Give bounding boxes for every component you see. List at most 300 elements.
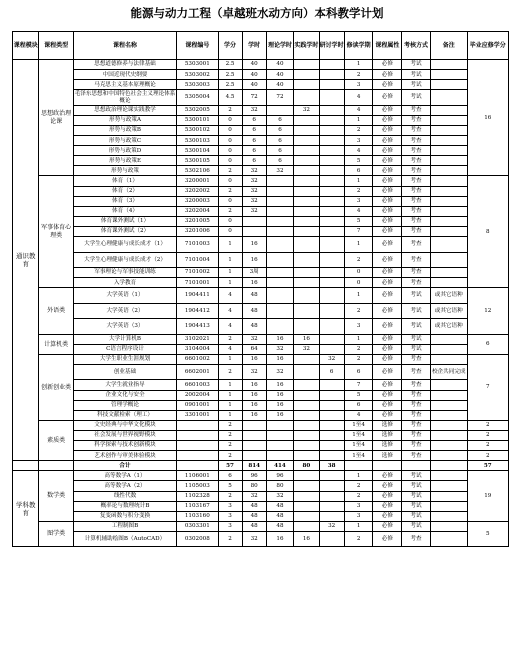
credit-cell: 3 [218,511,242,521]
table-row [13,451,509,461]
theory-hours-cell: 40 [266,80,294,90]
course-name: 概率论与数理统计B [73,501,176,511]
credit-cell: 4 [218,319,242,335]
term-cell: 5 [344,390,373,400]
category-cell: 数学类 [39,471,73,521]
course-name: 大学生就业指导 [73,380,176,390]
practice-hours-cell: 32 [294,105,319,115]
course-code: 3200001 [177,176,218,186]
exam-method-cell: 考查 [402,166,431,176]
hours-cell: 6 [242,156,266,166]
theory-hours-cell: 48 [266,511,294,521]
hours-cell: 48 [242,511,266,521]
table-row [13,334,509,344]
theory-hours-cell: 48 [266,521,294,531]
practice-hours-cell: 16 [294,334,319,344]
seminar-hours-cell [319,511,344,521]
course-name: 形势与政策D [73,146,176,156]
seminar-hours-cell [319,420,344,430]
hours-cell: 16 [242,400,266,410]
table-header-row [13,32,509,60]
course-name: 科学探索与技术创新模块 [73,441,176,451]
term-cell: 3 [344,511,373,521]
term-cell: 6 [344,400,373,410]
credit-cell: 0 [218,146,242,156]
note-cell [430,501,467,511]
grad-credits-cell: 19 [467,471,508,521]
course-attr-cell: 必修 [373,70,402,80]
theory-hours-cell [266,288,294,304]
column-header: 理论学时 [266,32,294,60]
course-name: 管理学概论 [73,400,176,410]
term-cell: 1 [344,471,373,481]
table-row [13,90,509,106]
term-cell: 2 [344,481,373,491]
credit-cell: 1 [218,268,242,278]
hours-cell: 32 [242,364,266,380]
note-cell [430,410,467,420]
theory-hours-cell [266,105,294,115]
table-row [13,420,509,430]
practice-hours-cell [294,451,319,461]
hours-cell: 40 [242,70,266,80]
term-cell: 1 [344,521,373,531]
column-header: 学时 [242,32,266,60]
column-header: 考核方式 [402,32,431,60]
exam-method-cell: 考查 [402,186,431,196]
theory-hours-cell [266,319,294,335]
course-code: 3201006 [177,226,218,236]
table-row [13,354,509,364]
exam-method-cell: 考查 [402,531,431,547]
note-cell [430,166,467,176]
course-code [177,420,218,430]
credit-cell: 3 [218,521,242,531]
practice-hours-cell [294,156,319,166]
course-code: 5300102 [177,125,218,135]
table-row [13,176,509,186]
table-row [13,521,509,531]
term-cell: 7 [344,226,373,236]
term-cell: 6 [344,166,373,176]
practice-hours-cell [294,319,319,335]
course-code: 5300103 [177,136,218,146]
practice-hours-cell: 32 [294,344,319,354]
note-cell [430,380,467,390]
credit-cell: 4.5 [218,90,242,106]
practice-hours-cell [294,237,319,253]
theory-hours-cell: 16 [266,334,294,344]
seminar-hours-cell [319,400,344,410]
course-attr-cell: 选修 [373,430,402,440]
seminar-hours-cell: 6 [319,364,344,380]
course-code: 6601003 [177,380,218,390]
seminar-hours-cell [319,237,344,253]
theory-hours-cell [266,303,294,319]
credit-cell: 1 [218,400,242,410]
note-cell [430,451,467,461]
credit-cell: 2.5 [218,80,242,90]
course-code: 5302005 [177,105,218,115]
practice-hours-cell [294,288,319,304]
theory-hours-cell: 40 [266,70,294,80]
note-cell [430,278,467,288]
practice-hours-cell [294,268,319,278]
note-cell [430,136,467,146]
hours-cell [242,430,266,440]
course-name: 复变函数与积分变换 [73,511,176,521]
practice-hours-cell [294,226,319,236]
term-cell: 3 [344,501,373,511]
course-name: C语言程序设计 [73,344,176,354]
note-cell [430,268,467,278]
term-cell: 7 [344,380,373,390]
credit-cell: 6 [218,471,242,481]
course-code: 0302008 [177,531,218,547]
term-cell: 1至4 [344,451,373,461]
course-name: 体育课外测试（1） [73,216,176,226]
table-row [13,125,509,135]
grad-credits-cell: 8 [467,176,508,288]
practice-hours-cell [294,186,319,196]
category-cell: 计算机类 [39,334,73,354]
note-cell [430,146,467,156]
course-attr-cell: 必修 [373,226,402,236]
category-cell: 外语类 [39,288,73,335]
practice-hours-cell [294,511,319,521]
empty-cell [430,461,467,471]
note-cell [430,344,467,354]
hours-cell: 16 [242,252,266,268]
seminar-hours-cell [319,268,344,278]
course-attr-cell: 必修 [373,380,402,390]
note-cell [430,491,467,501]
theory-hours-cell [266,451,294,461]
credit-cell: 2 [218,430,242,440]
table-row [13,206,509,216]
table-row [13,430,509,440]
hours-cell [242,226,266,236]
exam-method-cell: 考试 [402,344,431,354]
seminar-hours-cell [319,501,344,511]
practice-hours-cell [294,481,319,491]
course-code: 3202004 [177,206,218,216]
table-row [13,511,509,521]
note-cell: 或其它语种 [430,288,467,304]
note-cell [430,176,467,186]
hours-cell: 48 [242,288,266,304]
term-cell: 2 [344,186,373,196]
course-name: 中国近现代史纲要 [73,70,176,80]
credit-cell: 1 [218,237,242,253]
note-cell [430,105,467,115]
table-row [13,268,509,278]
seminar-hours-cell [319,451,344,461]
seminar-hours-cell [319,430,344,440]
course-attr-cell: 选修 [373,441,402,451]
hours-cell: 32 [242,186,266,196]
course-attr-cell: 必修 [373,319,402,335]
exam-method-cell: 考查 [402,136,431,146]
empty-cell [39,461,73,471]
course-code [177,441,218,451]
term-cell: 2 [344,354,373,364]
note-cell [430,390,467,400]
table-row [13,80,509,90]
seminar-hours-cell [319,303,344,319]
practice-hours-cell [294,364,319,380]
total-row [13,461,509,471]
term-cell: 4 [344,146,373,156]
exam-method-cell: 考查 [402,380,431,390]
theory-hours-cell: 48 [266,501,294,511]
grad-credits-cell: 7 [467,354,508,420]
category-cell: 思想政治理论课 [39,60,73,176]
category-cell: 军事体育心理类 [39,176,73,288]
course-code: 7101003 [177,237,218,253]
course-code: 1103167 [177,501,218,511]
term-cell: 1 [344,288,373,304]
note-cell: 校企共同完成 [430,364,467,380]
exam-method-cell: 考试 [402,501,431,511]
course-attr-cell: 必修 [373,105,402,115]
exam-method-cell: 考查 [402,400,431,410]
theory-hours-cell: 6 [266,146,294,156]
seminar-hours-cell [319,125,344,135]
course-code: 7101004 [177,252,218,268]
seminar-hours-cell [319,206,344,216]
practice-hours-cell [294,491,319,501]
empty-cell [13,461,39,471]
term-cell: 4 [344,105,373,115]
hours-cell [242,216,266,226]
table-row [13,115,509,125]
practice-hours-cell [294,278,319,288]
course-attr-cell: 必修 [373,186,402,196]
total-hours: 814 [242,461,266,471]
term-cell: 2 [344,125,373,135]
term-cell: 4 [344,410,373,420]
note-cell: 或其它语种 [430,319,467,335]
table-row [13,252,509,268]
note-cell [430,156,467,166]
course-code: 3102021 [177,334,218,344]
note-cell [430,531,467,547]
course-code: 0303301 [177,521,218,531]
practice-hours-cell [294,146,319,156]
course-code: 5302106 [177,166,218,176]
hours-cell [242,441,266,451]
course-attr-cell: 必修 [373,491,402,501]
seminar-hours-cell [319,410,344,420]
term-cell: 0 [344,268,373,278]
note-cell [430,420,467,430]
hours-cell: 48 [242,521,266,531]
table-row [13,216,509,226]
hours-cell: 16 [242,380,266,390]
course-attr-cell: 必修 [373,471,402,481]
course-name: 社会发展与世界视野模块 [73,430,176,440]
term-cell: 3 [344,196,373,206]
note-cell [430,521,467,531]
course-attr-cell: 必修 [373,216,402,226]
seminar-hours-cell [319,319,344,335]
exam-method-cell: 考查 [402,390,431,400]
total-practice: 80 [294,461,319,471]
column-header: 备注 [430,32,467,60]
course-attr-cell: 必修 [373,364,402,380]
term-cell: 2 [344,70,373,80]
seminar-hours-cell [319,136,344,146]
exam-method-cell: 考查 [402,196,431,206]
exam-method-cell: 考试 [402,70,431,80]
note-cell [430,115,467,125]
hours-cell: 16 [242,354,266,364]
seminar-hours-cell [319,288,344,304]
note-cell [430,226,467,236]
credit-cell: 2.5 [218,60,242,70]
grad-credits-cell: 2 [467,430,508,440]
note-cell [430,430,467,440]
course-attr-cell: 必修 [373,334,402,344]
course-attr-cell: 必修 [373,146,402,156]
credit-cell: 1 [218,410,242,420]
theory-hours-cell: 16 [266,531,294,547]
table-row [13,196,509,206]
course-code: 7101002 [177,268,218,278]
grad-credits-cell: 2 [467,420,508,430]
seminar-hours-cell [319,156,344,166]
term-cell: 1 [344,237,373,253]
note-cell [430,90,467,106]
term-cell: 1 [344,176,373,186]
term-cell: 2 [344,531,373,547]
empty-cell [177,461,218,471]
note-cell [430,60,467,70]
course-code: 7101001 [177,278,218,288]
credit-cell: 0 [218,196,242,206]
theory-hours-cell [266,268,294,278]
practice-hours-cell [294,166,319,176]
course-name: 大学英语（1） [73,288,176,304]
theory-hours-cell: 6 [266,125,294,135]
grad-credits-cell: 5 [467,521,508,547]
hours-cell: 6 [242,136,266,146]
course-name: 大学生职业生涯规划 [73,354,176,364]
practice-hours-cell [294,176,319,186]
course-code: 3301001 [177,410,218,420]
grad-credits-cell: 16 [467,60,508,176]
practice-hours-cell [294,354,319,364]
theory-hours-cell: 32 [266,344,294,354]
term-cell: 1至4 [344,441,373,451]
table-row [13,441,509,451]
practice-hours-cell [294,501,319,511]
category-cell: 图学类 [39,521,73,547]
hours-cell: 6 [242,146,266,156]
course-attr-cell: 选修 [373,451,402,461]
hours-cell: 80 [242,481,266,491]
hours-cell: 32 [242,105,266,115]
table-row [13,226,509,236]
column-header: 研讨学时 [319,32,344,60]
hours-cell: 32 [242,166,266,176]
seminar-hours-cell [319,115,344,125]
course-name: 形势与政策B [73,125,176,135]
seminar-hours-cell [319,90,344,106]
course-code: 1904411 [177,288,218,304]
note-cell [430,400,467,410]
seminar-hours-cell [319,186,344,196]
course-code: 5303001 [177,60,218,70]
credit-cell: 3 [218,501,242,511]
table-row [13,531,509,547]
theory-hours-cell [266,252,294,268]
course-attr-cell: 必修 [373,410,402,420]
course-name: 形势与政策 [73,166,176,176]
course-code: 5300104 [177,146,218,156]
exam-method-cell: 考查 [402,206,431,216]
theory-hours-cell: 6 [266,136,294,146]
course-name: 大学生心理健康与成长成才（2） [73,252,176,268]
seminar-hours-cell [319,441,344,451]
course-name: 大学生心理健康与成长成才（1） [73,237,176,253]
course-name: 体育（1） [73,176,176,186]
credit-cell: 4 [218,303,242,319]
course-attr-cell: 必修 [373,288,402,304]
course-attr-cell: 必修 [373,125,402,135]
hours-cell: 32 [242,196,266,206]
credit-cell: 2 [218,451,242,461]
exam-method-cell: 考查 [402,420,431,430]
seminar-hours-cell [319,196,344,206]
course-attr-cell: 必修 [373,268,402,278]
theory-hours-cell: 16 [266,390,294,400]
exam-method-cell: 考试 [402,471,431,481]
table-row [13,380,509,390]
total-seminar: 38 [319,461,344,471]
course-name: 高等数学A（1） [73,471,176,481]
course-code: 2002004 [177,390,218,400]
course-code: 5303003 [177,80,218,90]
course-code: 3200003 [177,196,218,206]
credit-cell: 2 [218,531,242,547]
credit-cell: 0 [218,125,242,135]
credit-cell: 2 [218,491,242,501]
course-name: 计算机辅助绘图B（AutoCAD） [73,531,176,547]
exam-method-cell: 考查 [402,441,431,451]
exam-method-cell: 考试 [402,288,431,304]
credit-cell: 4 [218,288,242,304]
practice-hours-cell [294,252,319,268]
term-cell: 2 [344,344,373,354]
practice-hours-cell [294,471,319,481]
note-cell [430,186,467,196]
term-cell: 1 [344,60,373,70]
hours-cell: 3周 [242,268,266,278]
credit-cell: 2 [218,364,242,380]
course-name: 艺术创作与审美体验模块 [73,451,176,461]
term-cell: 3 [344,319,373,335]
hours-cell: 48 [242,319,266,335]
exam-method-cell: 考试 [402,90,431,106]
table-row [13,501,509,511]
course-code [177,430,218,440]
empty-cell [373,461,402,471]
seminar-hours-cell [319,176,344,186]
exam-method-cell: 考查 [402,105,431,115]
hours-cell: 16 [242,237,266,253]
